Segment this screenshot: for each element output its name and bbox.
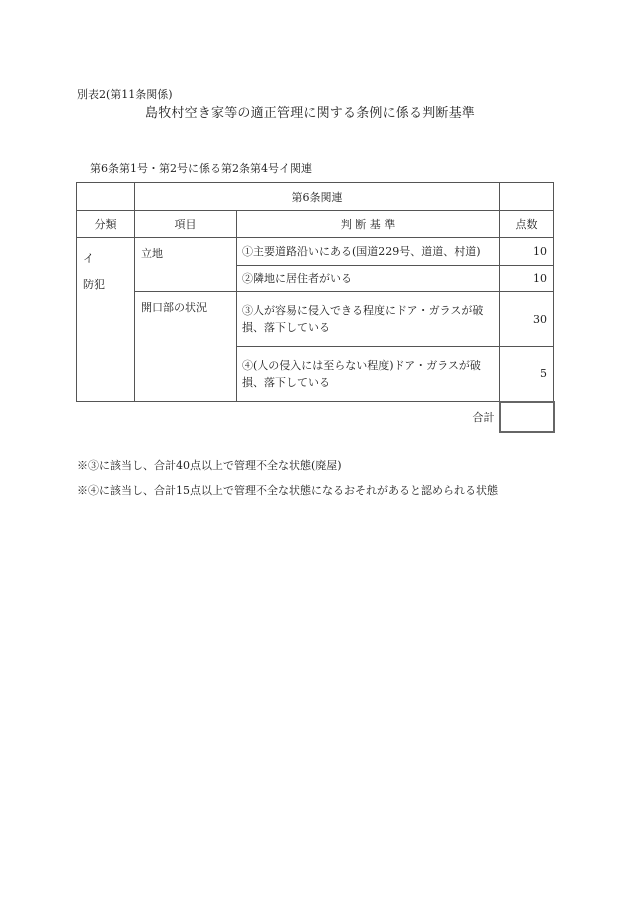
table-caption: 第6条第1号・第2号に係る第2条第4号イ関連 xyxy=(90,162,312,175)
group-header-cell: 第6条関連 xyxy=(135,183,500,211)
column-header-item: 項目 xyxy=(135,211,237,238)
criteria-cell: ②隣地に居住者がいる xyxy=(237,266,500,292)
table-column-header-row xyxy=(77,211,554,238)
column-header-criteria: 判 断 基 準 xyxy=(237,211,500,238)
footnote-2: ※④に該当し、合計15点以上で管理不全な状態になるおそれがあると認められる状態 xyxy=(77,484,498,497)
total-label: 合計 xyxy=(472,410,495,424)
criteria-cell: ④(人の侵入には至らない程度)ドア・ガラスが破損、落下している xyxy=(237,347,500,402)
table-row xyxy=(77,238,554,266)
footnote-1: ※③に該当し、合計40点以上で管理不全な状態(廃屋) xyxy=(77,459,342,472)
category-cell xyxy=(77,238,135,402)
points-cell: 5 xyxy=(500,347,554,402)
criteria-table xyxy=(76,182,555,433)
criteria-cell: ③人が容易に侵入できる程度にドア・ガラスが破損、落下している xyxy=(237,292,500,347)
item-cell-openings: 開口部の状況 xyxy=(135,292,237,402)
total-row xyxy=(77,402,554,432)
column-header-category: 分類 xyxy=(77,211,135,238)
category-symbol: イ xyxy=(83,252,94,265)
points-cell: 10 xyxy=(500,238,554,266)
points-cell: 30 xyxy=(500,292,554,347)
appendix-reference: 別表2(第11条関係) xyxy=(77,88,173,101)
category-name: 防犯 xyxy=(83,278,105,291)
blank-corner-cell xyxy=(77,183,135,211)
document-title: 島牧村空き家等の適正管理に関する条例に係る判断基準 xyxy=(145,106,476,121)
table-row xyxy=(77,292,554,347)
criteria-cell: ①主要道路沿いにある(国道229号、道道、村道) xyxy=(237,238,500,266)
item-cell-location: 立地 xyxy=(135,238,237,292)
column-header-points: 点数 xyxy=(500,211,554,238)
points-cell: 10 xyxy=(500,266,554,292)
blank-points-header-cell xyxy=(500,183,554,211)
table-group-header-row xyxy=(77,183,554,211)
total-value-box xyxy=(500,402,554,432)
